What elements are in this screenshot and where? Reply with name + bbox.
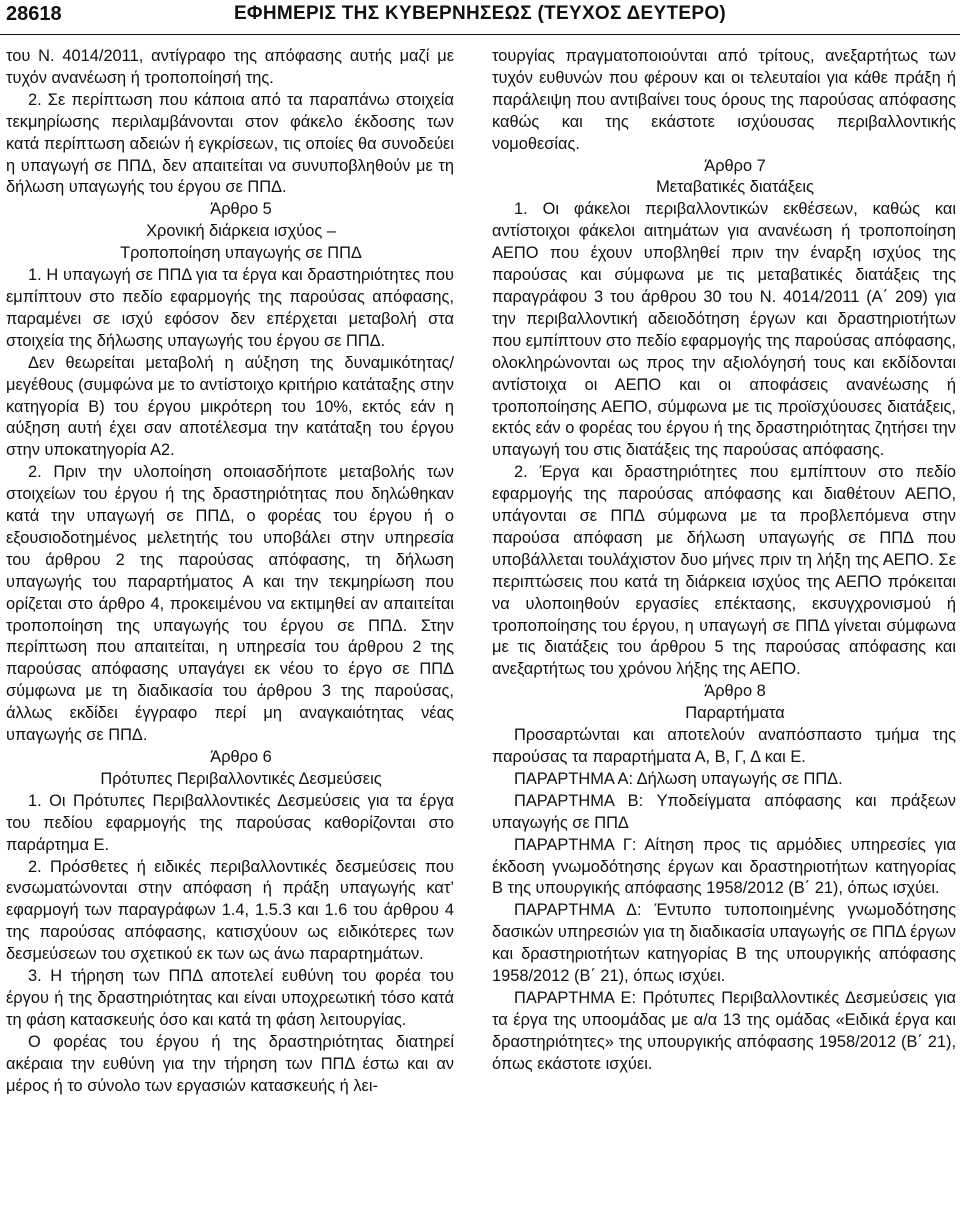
article-title: Πρότυπες Περιβαλλοντικές Δεσμεύσεις [100,769,382,788]
paragraph: 1. Οι Πρότυπες Περιβαλλοντικές Δεσμεύσεις για τα έργα του πεδίου εφαρμογής της παρούσας καθορίζονται στο παράρτημα Ε. [6,791,454,854]
annex-item: ΠΑΡΑΡΤΗΜΑ Δ: Έντυπο τυποποιημένης γνωμοδότησης δασικών υπηρεσιών για τη διαδικασία υπαγωγής σε ΠΠΔ έργων και δραστηριοτήτων κατηγορίας Β της υπουργικής απόφασης 1958/2012 (Β΄ 21), όπως ισχύει. [492,901,956,986]
article-number: Άρθρο 6 [210,748,272,766]
paragraph: του Ν. 4014/2011, αντίγραφο της απόφασης αυτής μαζί με τυχόν ανανέωση ή τροποποίησή της. [6,47,454,87]
right-column [492,46,956,1076]
paragraph: 1. Η υπαγωγή σε ΠΠΔ για τα έργα και δραστηριότητες που εμπίπτουν στο πεδίο εφαρμογής της παρούσας απόφασης, παραμένει σε ισχύ εφόσον δεν επέρχεται μεταβολή στα στοιχεία της δήλωσης υπαγωγής του έργου σε ΠΠΔ. [6,266,454,350]
paragraph: 2. Σε περίπτωση που κάποια από τα παραπάνω στοιχεία τεκμηρίωσης περιλαμβάνονται στον φάκελο έκδοσης των κατά περίπτωση αδειών ή εγκρίσεων, τις οποίες θα συνοδεύει η υπαγωγή σε ΠΠΔ, δεν απαιτείται να συνυποβληθούν με τη δήλωση υπαγωγής του έργου σε ΠΠΔ. [6,90,454,197]
article-number: Άρθρο 8 [704,682,766,701]
paragraph: 2. Πρόσθετες ή ειδικές περιβαλλοντικές δεσμεύσεις που ενσωματώνονται στην απόφαση ή πράξη υπαγωγής κατ’ εφαρμογή των παραγράφων 1.4, 1.5.3 και 1.6 του άρθρου 4 της παρούσας απόφασης, κατισχύουν ως ειδικότερες των δεσμεύσεων του σχετικού εκ των ως άνω παραρτημάτων. [6,857,454,964]
article-title: Παραρτήματα [685,704,785,723]
annex-item: ΠΑΡΑΡΤΗΜΑ Α: Δήλωση υπαγωγής σε ΠΠΔ. [514,769,843,788]
paragraph: τουργίας πραγματοποιούνται από τρίτους, ανεξαρτήτως των τυχόν ευθυνών που φέρουν και οι τελευταίοι για κάθε πράξη ή παράλειψη που αντιβαίνει τους όρους της παρούσας απόφασης καθώς και της εκάστοτε ισχύουσας περιβαλλοντικής νομοθεσίας. [492,47,956,153]
left-column [6,46,454,1098]
article-title: Μεταβατικές διατάξεις [656,178,814,197]
article-title: Τροποποίηση υπαγωγής σε ΠΠΔ [120,244,362,263]
paragraph: Δεν θεωρείται μεταβολή η αύξηση της δυναμικότητας/μεγέθους (συμφώνα με το αντίστοιχο κριτήριο κατάταξης στην κατηγορία Β) του έργου μικρότερη του 10%, εκτός εάν η αύξηση αυτή έχει σαν αποτέλεσμα την κατάταξη του έργου στην υποκατηγορία Α2. [6,353,454,460]
paragraph: Ο φορέας του έργου ή της δραστηριότητας διατηρεί ακέραια την ευθύνη για την τήρηση των ΠΠΔ έστω και αν μέρος ή το σύνολο των εργασιών κατασκευής ή λει- [6,1032,454,1095]
article-number: Άρθρο 5 [210,200,272,219]
article-number: Άρθρο 7 [704,156,766,175]
page-number: 28618 [6,3,62,25]
article-title: Χρονική διάρκεια ισχύος – [146,222,336,241]
paragraph: 2. Πριν την υλοποίηση οποιασδήποτε μεταβολής των στοιχείων του έργου ή της δραστηριότητας που δηλώθηκαν κατά την υπαγωγή σε ΠΠΔ, ο φορέας του έργου ή ο εξουσιοδοτημένος μελετητής του υποβάλει στην υπηρεσία του άρθρου 2 της παρούσας απόφασης, τη δήλωση υπαγωγής του παραρτήματος Α και την τεκμηρίωση που ορίζεται στο άρθρο 4, προκειμένου να εκτιμηθεί αν απαιτείται τροποποίηση της υπαγωγής του έργου σε ΠΠΔ. Στην περίπτωση που απαιτείται, η υπηρεσία του άρθρου 2 της παρούσας απόφασης υπαγάγει εκ νέου το έργο σε ΠΠΔ σύμφωνα με τη διαδικασία του άρθρου 3 της παρούσας, άλλως εκδίδει έγγραφο περί μη αναγκαιότητας νέας υπαγωγής σε ΠΠΔ. [6,463,454,745]
paragraph: 3. Η τήρηση των ΠΠΔ αποτελεί ευθύνη του φορέα του έργου ή της δραστηριότητας και είναι υποχρεωτική τόσο κατά τη φάση κατασκευής όσο και κατά τη φάση λειτουργίας. [6,967,454,1029]
paragraph: Προσαρτώνται και αποτελούν αναπόσπαστο τμήμα της παρούσας τα παραρτήματα Α, Β, Γ, Δ και Ε. [492,726,956,766]
annex-item: ΠΑΡΑΡΤΗΜΑ Β: Υποδείγματα απόφασης και πράξεων υπαγωγής σε ΠΠΔ [492,791,956,832]
page-header [0,0,960,35]
paragraph: 1. Οι φάκελοι περιβαλλοντικών εκθέσεων, καθώς και αντίστοιχοι φάκελοι αιτημάτων για ανανέωση ή τροποποίηση ΑΕΠΟ που έχουν υποβληθεί πριν την έναρξη ισχύος της παρούσας και σύμφωνα με τις μεταβατικές διατάξεις της παραγράφου 3 του άρθρου 30 του Ν. 4014/2011 (Α΄ 209) για την περιβαλλοντική αδειοδότηση έργων και δραστηριοτήτων που εμπίπτουν στο πεδίο εφαρμογής της παρούσας απόφασης, ολοκληρώνονται ως προς την αξιολόγησή τους και εκδίδονται αντίστοιχα οι ΑΕΠΟ και οι αποφάσεις ανανέωσης ή τροποποίησης ΑΕΠΟ, σύμφωνα με τις προϊσχύουσες διατάξεις, εκτός εάν ο φορέας του έργου ή της δραστηριότητας ζητήσει την υπαγωγή του στις διατάξεις της παρούσας απόφασης. [492,200,956,460]
journal-title: ΕΦΗΜΕΡΙΣ ΤΗΣ ΚΥΒΕΡΝΗΣΕΩΣ (ΤΕΥΧΟΣ ΔΕΥΤΕΡΟ) [233,3,727,24]
paragraph: 2. Έργα και δραστηριότητες που εμπίπτουν στο πεδίο εφαρμογής της παρούσας απόφασης και διαθέτουν ΑΕΠΟ, υπάγονται σε ΠΠΔ σύμφωνα με τα προβλεπόμενα στην παρούσα απόφαση με δήλωση υπαγωγής σε ΠΠΔ που υποβάλλεται τουλάχιστον δυο μήνες πριν τη λήξη της ΑΕΠΟ. Σε περιπτώσεις που κατά τη διάρκεια ισχύος της ΑΕΠΟ πρόκειται να υλοποιηθούν εργασίες επέκτασης, εκσυγχρονισμού ή τροποποίησης του έργου, η υπαγωγή σε ΠΠΔ γίνεται σύμφωνα με τις διατάξεις του άρθρου 5 της παρούσας απόφασης και ανεξαρτήτως του χρόνου λήξης της ΑΕΠΟ. [492,463,956,679]
annex-item: ΠΑΡΑΡΤΗΜΑ Γ: Αίτηση προς τις αρμόδιες υπηρεσίες για έκδοση γνωμοδότησης έργων και δραστηριοτήτων κατηγορίας Β της υπουργικής απόφασης 1958/2012 (Β΄ 21), όπως ισχύει. [492,835,956,898]
annex-item: ΠΑΡΑΡΤΗΜΑ Ε: Πρότυπες Περιβαλλοντικές Δεσμεύσεις για τα έργα της υποομάδας με α/α 13 της ομάδας «Ειδικά έργα και δραστηριότητες» της υπουργικής απόφασης 1958/2012 (Β΄ 21), όπως εκάστοτε ισχύει. [492,988,956,1073]
